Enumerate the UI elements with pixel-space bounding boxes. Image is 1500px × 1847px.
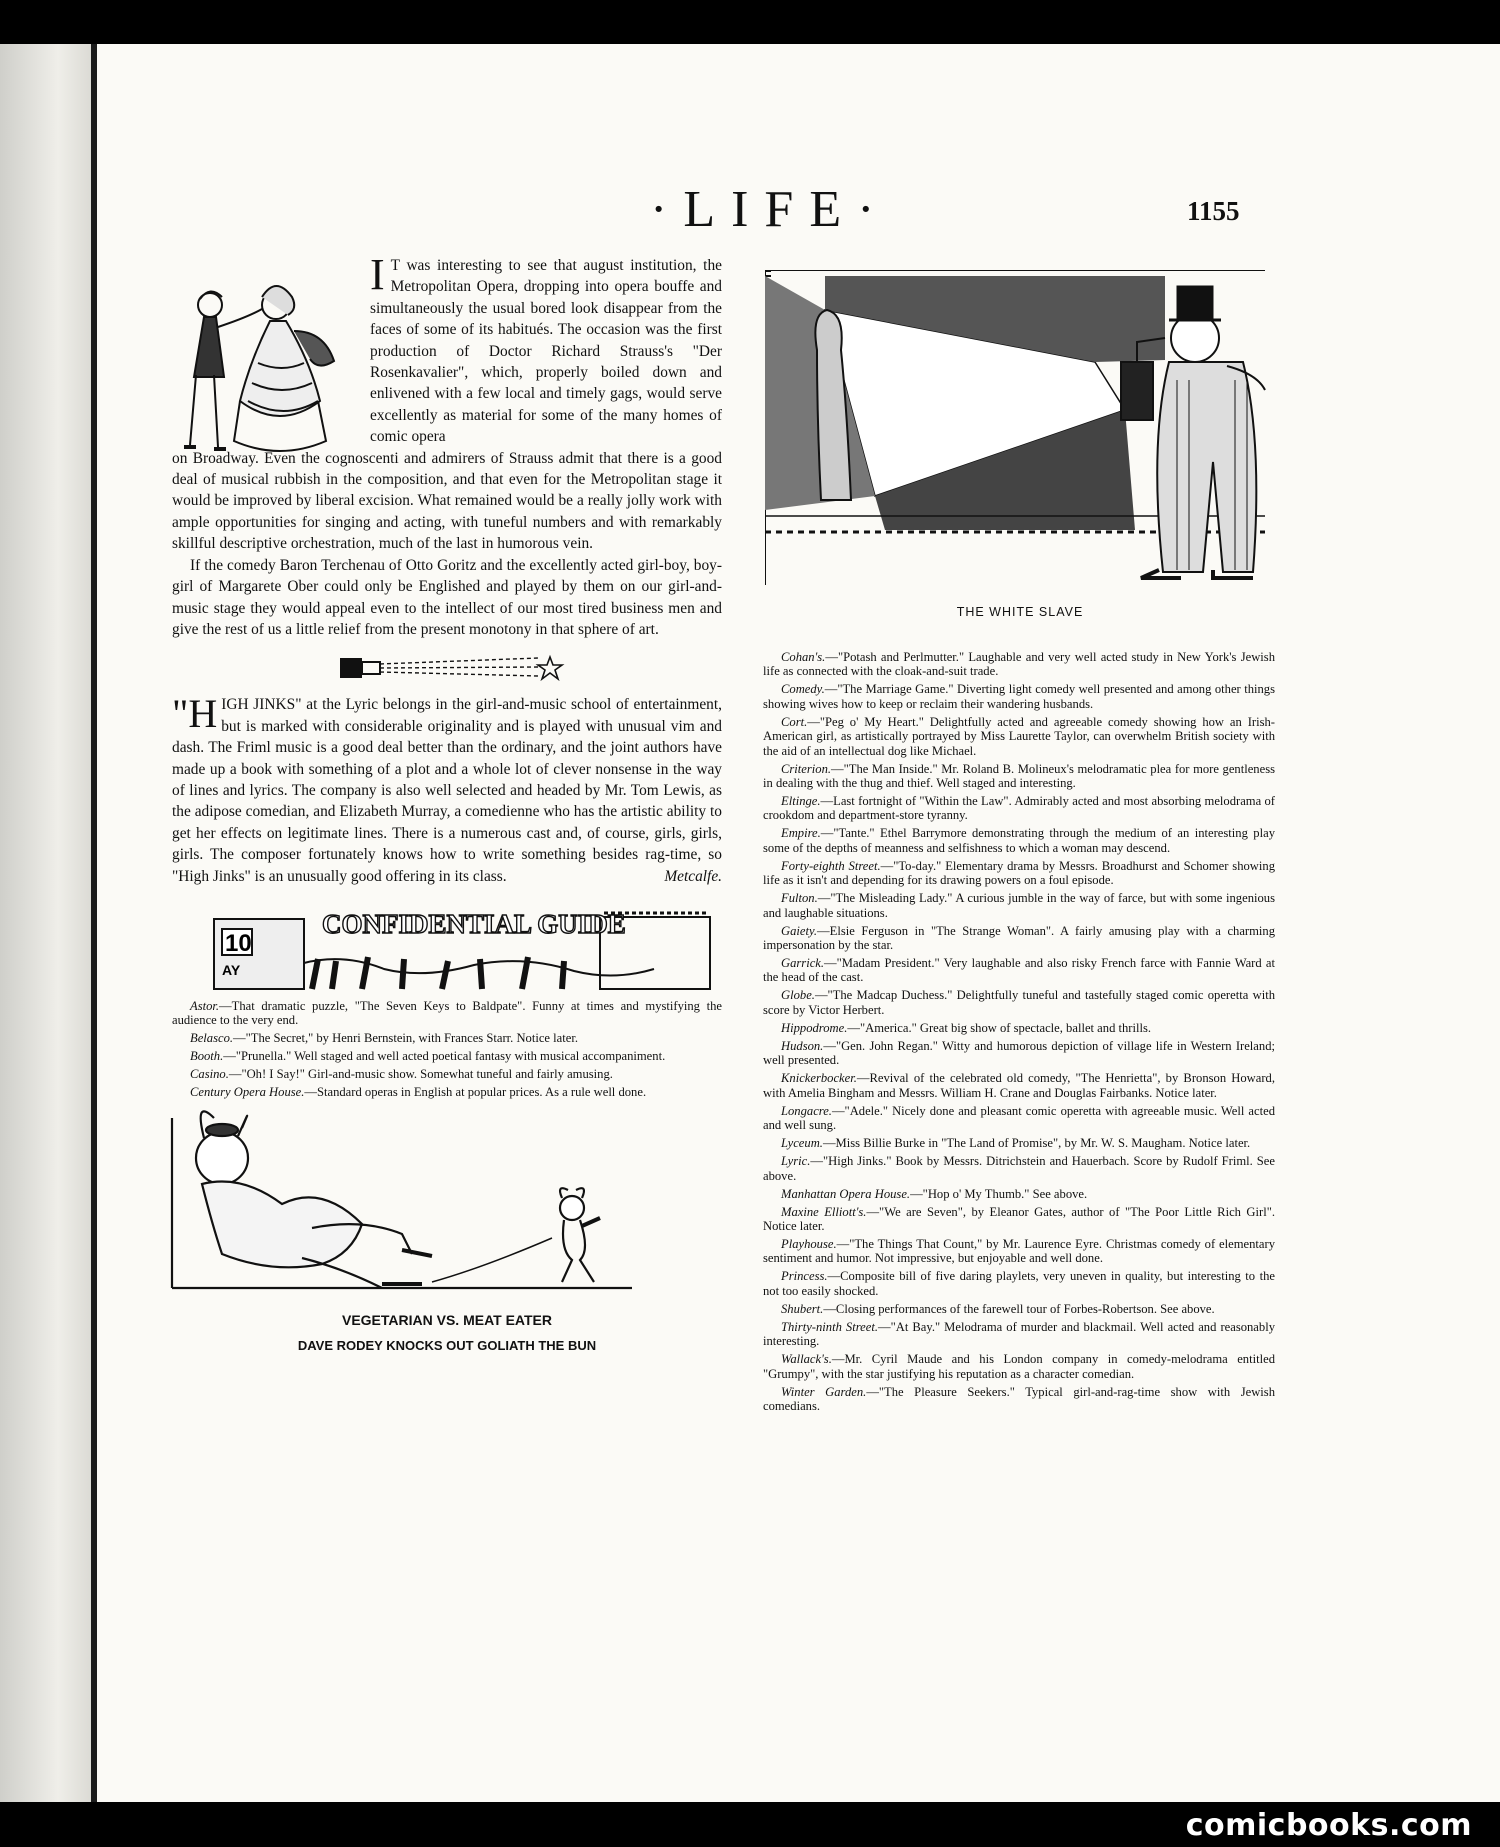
theatre-description: —"The Things That Count," by Mr. Laurence Eyre. Christmas comedy of elementary sentiment and humor. Not impressive, but enjoyable and well done. bbox=[763, 1236, 1275, 1266]
theatre-description: —"America." Great big show of spectacle, ballet and thrills. bbox=[847, 1020, 1152, 1035]
theatre-description: —Composite bill of five daring playlets, very uneven in quality, but interesting to the not too easily shocked. bbox=[763, 1269, 1275, 1298]
theatre-name: Belasco. bbox=[190, 1031, 234, 1046]
theatre-name: Longacre. bbox=[781, 1103, 832, 1118]
confidential-guide-banner bbox=[212, 903, 712, 993]
theatre-listing bbox=[763, 1302, 1275, 1316]
theatre-guide-left bbox=[172, 999, 722, 1100]
theatre-listing bbox=[763, 682, 1275, 711]
theatre-description: —"Tante." Ethel Barrymore demonstrating through the medium of an interesting play some of the depths of meanness and selfishness to which a woman may descend. bbox=[763, 826, 1275, 855]
theatre-name: Eltinge. bbox=[781, 794, 821, 809]
theatre-name: Garrick. bbox=[781, 956, 825, 971]
cartoon-caption-title: VEGETARIAN VS. MEAT EATER bbox=[341, 1311, 552, 1328]
watermark: comicbooks.com bbox=[1185, 1808, 1472, 1843]
theatre-listing bbox=[172, 1067, 722, 1081]
theatre-listing bbox=[763, 1385, 1275, 1414]
theatre-name: Princess. bbox=[781, 1269, 828, 1284]
theatre-description: —"Adele." Nicely done and pleasant comic operetta with agreeable music. Well acted and well sung. bbox=[763, 1103, 1275, 1133]
theatre-listing bbox=[172, 999, 722, 1028]
theatre-listing bbox=[763, 1187, 1275, 1201]
theatre-listing bbox=[763, 859, 1275, 888]
theatre-description: —"The Misleading Lady." A curious jumble in the way of farce, but with some ingenious and laughable situations. bbox=[763, 891, 1275, 920]
theatre-listing bbox=[763, 1136, 1275, 1150]
theatre-description: —"We are Seven", by Eleanor Gates, author of "The Poor Little Rich Girl". Notice later. bbox=[763, 1204, 1275, 1233]
page-number: 1155 bbox=[1187, 196, 1240, 226]
theatre-description: —"Gen. John Regan." Witty and humorous depiction of village life in Western Ireland; well presented. bbox=[763, 1038, 1275, 1068]
theatre-listing bbox=[763, 1039, 1275, 1068]
theatre-listing bbox=[763, 1237, 1275, 1266]
white-slave-caption: THE WHITE SLAVE bbox=[956, 605, 1084, 619]
author-signature: Metcalfe. bbox=[664, 867, 722, 885]
drop-cap: I bbox=[370, 250, 385, 299]
essay-high-jinks-text: IGH JINKS" at the Lyric belongs in the girl-and-music school of entertainment, but is marked with considerable originality and is played with unusual vim and dash. The Friml music is a good deal better than the ordinary, and the joint authors have made up a book with something of a plot and a whole lot of clever nonsense in the way of lines and lyrics. The company is also well selected and headed by Mr. Tom Lewis, as the adipose comedian, and Elizabeth Murray, a comedienne who has the artistic ability to get her effects on legitimate lines. There is a numerous cast and, of course, girls, girls, girls. The composer fortunately knows how to write something besides rag-time, so "High Jinks" is an unusually good offering in its class. bbox=[172, 696, 722, 885]
theatre-listing bbox=[763, 988, 1275, 1017]
theatre-name: Empire. bbox=[781, 826, 821, 841]
right-column bbox=[763, 650, 1275, 1417]
theatre-name: Lyric. bbox=[781, 1154, 811, 1169]
theatre-description: —Revival of the celebrated old comedy, "The Henrietta", by Bronson Howard, with Amelia Bingham and Messrs. William H. Crane and Douglas Fairbanks. Notice later. bbox=[763, 1071, 1275, 1100]
theatre-name: Fulton. bbox=[781, 891, 818, 906]
theatre-name: Hippodrome. bbox=[781, 1020, 848, 1035]
theatre-listing bbox=[763, 1269, 1275, 1298]
essay-high-jinks bbox=[172, 691, 722, 887]
theatre-description: —"Peg o' My Heart." Delightfully acted and agreeable comedy showing how an Irish-American girl, as artistically portrayed by Miss Laurette Taylor, can overwhelm British society with the aid of an intellectual dog like Michael. bbox=[763, 714, 1275, 758]
theatre-name: Globe. bbox=[781, 988, 815, 1003]
white-slave-cartoon bbox=[765, 270, 1275, 600]
theatre-listing bbox=[763, 1104, 1275, 1133]
theatre-listing bbox=[763, 924, 1275, 953]
theatre-listing bbox=[763, 794, 1275, 823]
rabbit-mouse-cartoon bbox=[152, 1108, 632, 1308]
theatre-listing bbox=[763, 650, 1275, 679]
theatre-name: Knickerbocker. bbox=[781, 1071, 857, 1086]
drop-cap-h: "H bbox=[172, 691, 218, 737]
guide-banner-title: CONFIDENTIAL GUIDE bbox=[322, 908, 626, 939]
theatre-name: Astor. bbox=[190, 998, 220, 1013]
theatre-description: —Elsie Ferguson in "The Strange Woman". A fairly amusing play with a charming impersonation by the star. bbox=[763, 923, 1275, 953]
theatre-name: Cort. bbox=[781, 714, 808, 729]
theatre-name: Lyceum. bbox=[781, 1136, 823, 1151]
car-number: 10 bbox=[225, 929, 252, 957]
theatre-description: —"The Madcap Duchess." Delightfully tuneful and tastefully staged comic operetta with score by Victor Herbert. bbox=[763, 988, 1275, 1017]
theatre-name: Wallack's. bbox=[781, 1352, 832, 1367]
theatre-description: —That dramatic puzzle, "The Seven Keys to Baldpate". Funny at times and mystifying the audience to the very end. bbox=[172, 998, 722, 1028]
theatre-guide-right bbox=[763, 650, 1275, 1413]
theatre-listing bbox=[172, 1049, 722, 1063]
theatre-name: Century Opera House. bbox=[190, 1085, 305, 1100]
theatre-listing bbox=[172, 1085, 722, 1099]
theatre-name: Hudson. bbox=[781, 1038, 824, 1053]
theatre-description: —"The Marriage Game." Diverting light comedy well presented and among other things showing wives how to keep or reclaim their wandering husbands. bbox=[763, 682, 1275, 711]
theatre-name: Gaiety. bbox=[781, 923, 818, 938]
theatre-description: —"High Jinks." Book by Messrs. Ditrichstein and Hauerbach. Score by Rudolf Friml. See above. bbox=[763, 1154, 1275, 1183]
essay-opera-paragraph-2: If the comedy Baron Terchenau of Otto Goritz and the excellently acted girl-boy, boy-girl of Margarete Ober could only be Englished and played by them on our girl-and-music stage they would appeal even to the intellect of our most tired business men and give the rest of us a little relief from the present monotony in that sphere of art. bbox=[172, 556, 722, 638]
theatre-listing bbox=[172, 1031, 722, 1045]
theatre-listing bbox=[763, 956, 1275, 985]
masthead: ·LIFE· bbox=[650, 181, 891, 238]
theatre-description: —"The Man Inside." Mr. Roland B. Molineux's melodramatic plea for more gentleness in dealing with the thug and thief. Well staged and interesting. bbox=[763, 761, 1275, 791]
car-sign: AY bbox=[222, 961, 241, 978]
theatre-name: Criterion. bbox=[781, 761, 832, 776]
theatre-name: Cohan's. bbox=[781, 650, 826, 664]
theatre-description: —"Hop o' My Thumb." See above. bbox=[910, 1186, 1088, 1201]
theatre-description: —"The Secret," by Henri Bernstein, with Frances Starr. Notice later. bbox=[233, 1031, 578, 1046]
essay-opera-opening: T was interesting to see that august institution, the Metropolitan Opera, dropping into opera bouffe and simultaneously the usual bored look disappear from the faces of some of its habitués. The occasion was the first production of Doctor Richard Strauss's "Der Rosenkavalier", which, properly boiled down and enlivened with a few local and timely gags, would serve excellently as material for some of the many homes of comic opera bbox=[370, 257, 722, 446]
theatre-name: Shubert. bbox=[781, 1301, 824, 1316]
theatre-name: Manhattan Opera House. bbox=[781, 1186, 911, 1201]
theatre-listing bbox=[763, 1021, 1275, 1035]
theatre-name: Thirty-ninth Street. bbox=[781, 1319, 878, 1334]
theatre-name: Playhouse. bbox=[781, 1236, 837, 1251]
theatre-description: —"The Pleasure Seekers." Typical girl-and-rag-time show with Jewish comedians. bbox=[763, 1384, 1276, 1413]
theatre-description: —Mr. Cyril Maude and his London company in comedy-melodrama entitled "Grumpy", with the star justifying his reputation as a character comedian. bbox=[763, 1352, 1275, 1381]
left-column bbox=[172, 250, 722, 1353]
theatre-description: —"Potash and Perlmutter." Laughable and very well acted study in New York's Jewish life as connected with the cloak-and-suit trade. bbox=[763, 650, 1275, 679]
theatre-description: —"Oh! I Say!" Girl-and-music show. Somewhat tuneful and fairly amusing. bbox=[228, 1067, 613, 1082]
theatre-name: Booth. bbox=[190, 1049, 224, 1064]
page-gutter bbox=[0, 44, 97, 1802]
theatre-description: —Last fortnight of "Within the Law". Admirably acted and most absorbing melodrama of crookdom and department-store tyranny. bbox=[763, 794, 1275, 823]
theatre-listing bbox=[763, 1320, 1275, 1349]
theatre-name: Winter Garden. bbox=[781, 1384, 867, 1399]
theatre-description: —"To-day." Elementary drama by Messrs. Broadhurst and Schomer showing life as it isn't and depending for its drawing powers on a foul episode. bbox=[763, 858, 1275, 888]
essay-opera-wrapped bbox=[172, 250, 722, 448]
theatre-name: Casino. bbox=[190, 1067, 229, 1082]
spotlight-divider-ornament bbox=[338, 654, 568, 682]
theatre-description: —"At Bay." Melodrama of murder and blackmail. Well acted and reasonably interesting. bbox=[763, 1319, 1275, 1349]
theatre-listing bbox=[763, 826, 1275, 855]
theatre-description: —Standard operas in English at popular prices. As a rule well done. bbox=[304, 1085, 647, 1100]
theatre-listing bbox=[763, 1352, 1275, 1381]
theatre-listing bbox=[763, 1071, 1275, 1100]
theatre-listing bbox=[763, 762, 1275, 791]
essay-opera-continuation: on Broadway. Even the cognoscenti and admirers of Strauss admit that there is a good deal of musical rubbish in the composition, and that even for the Metropolitan stage it would be improved by liberal excision. What remained would be a really jolly work with ample opportunities for singing and acting, with tuneful numbers and with remarkably skillful descriptive orchestration, much of the last in humorous vein. bbox=[172, 449, 722, 553]
theatre-description: —"Madam President." Very laughable and also risky French farce with Fannie Ward at the head of the cast. bbox=[763, 956, 1275, 985]
theatre-listing bbox=[763, 715, 1275, 758]
theatre-description: —"Prunella." Well staged and well acted poetical fantasy with musical accompaniment. bbox=[223, 1049, 666, 1064]
theatre-listing bbox=[763, 1205, 1275, 1234]
theatre-listing bbox=[763, 891, 1275, 920]
theatre-description: —Closing performances of the farewell tour of Forbes-Robertson. See above. bbox=[823, 1301, 1215, 1316]
theatre-name: Forty-eighth Street. bbox=[781, 858, 881, 873]
cartoon-caption-subtitle: DAVE RODEY KNOCKS OUT GOLIATH THE BUN bbox=[297, 1337, 597, 1353]
essay-opera bbox=[172, 250, 722, 640]
theatre-description: —Miss Billie Burke in "The Land of Promise", by Mr. W. S. Maugham. Notice later. bbox=[822, 1136, 1251, 1151]
theatre-name: Comedy. bbox=[781, 682, 825, 697]
theatre-listing bbox=[763, 1154, 1275, 1183]
theatre-name: Maxine Elliott's. bbox=[781, 1204, 867, 1219]
